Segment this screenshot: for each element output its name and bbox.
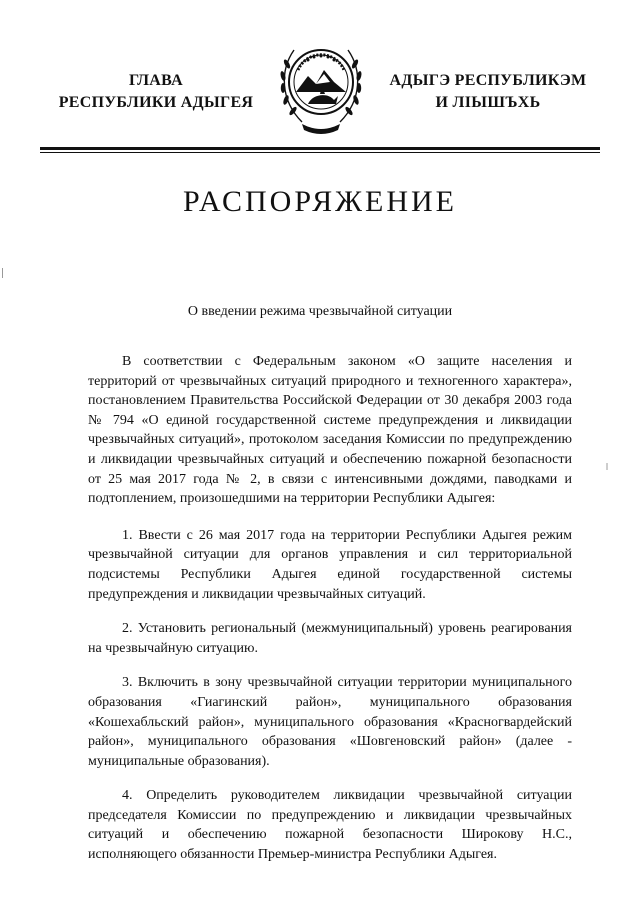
clause-4-paragraph: 4. Определить руководителем ликвидации чрезвычайной ситуации председателя Комиссии по предупреждению и ликвидации чрезвычайных ситуаций и обеспечению пожарной безопасности Широкову Н.С., исполняющего обязанности Премьер-министра Республики Адыгея. — [88, 788, 572, 863]
header-left-line2: РЕСПУБЛИКИ АДЫГЕЯ — [58, 94, 254, 111]
clause-1-paragraph: 1. Ввести с 26 мая 2017 года на территории Республики Адыгея режим чрезвычайной ситуации для органов управления и сил территориальной подсистемы Республики Адыгея единой государственной системы предупреждения и ликвидации чрезвычайных ситуаций. — [88, 527, 572, 602]
preamble-paragraph: В соответствии с Федеральным законом «О защите населения и территорий от чрезвычайных ситуаций природного и техногенного характера», постановлением Правительства Российской Федерации от 30 декабря 2003 года № 794 «О единой государственной системе предупреждения и ликвидации чрезвычайных ситуаций», протоколом заседания Комиссии по предупреждению и ликвидации чрезвычайных ситуаций и обеспечению пожарной безопасности от 25 мая 2017 года № 2, в связи с интенсивными дождями, паводками и подтоплением, произошедшими на территории Республики Адыгея: — [88, 354, 572, 507]
document-title: РАСПОРЯЖЕНИЕ — [182, 185, 458, 218]
header-divider-thin — [40, 152, 600, 153]
header-left-line1: ГЛАВА — [129, 72, 183, 89]
header-right-line1: АДЫГЭ РЕСПУБЛИКЭМ — [389, 72, 587, 89]
coat-of-arms-icon — [272, 30, 370, 138]
header-left-block — [40, 70, 272, 114]
document-subject: О введении режима чрезвычайной ситуации — [187, 304, 453, 319]
header-right-block — [372, 70, 604, 114]
scan-edge-mark — [2, 268, 3, 278]
header-divider-thick — [40, 147, 600, 150]
clause-3-paragraph: 3. Включить в зону чрезвычайной ситуации территории муниципального образования «Гиагинский район», муниципального образования «Кошехабльский район», муниципального образования «Красногвардейский район», муниципального образования «Шовгеновский район» (далее - муниципальные образования). — [88, 675, 572, 769]
clause-2-paragraph: 2. Установить региональный (межмуниципальный) уровень реагирования на чрезвычайную ситуацию. — [88, 621, 572, 656]
margin-mark: ǀ — [606, 462, 609, 473]
document-body — [88, 352, 572, 880]
header-right-line2: И ЛІЫШЪХЬ — [435, 94, 541, 111]
